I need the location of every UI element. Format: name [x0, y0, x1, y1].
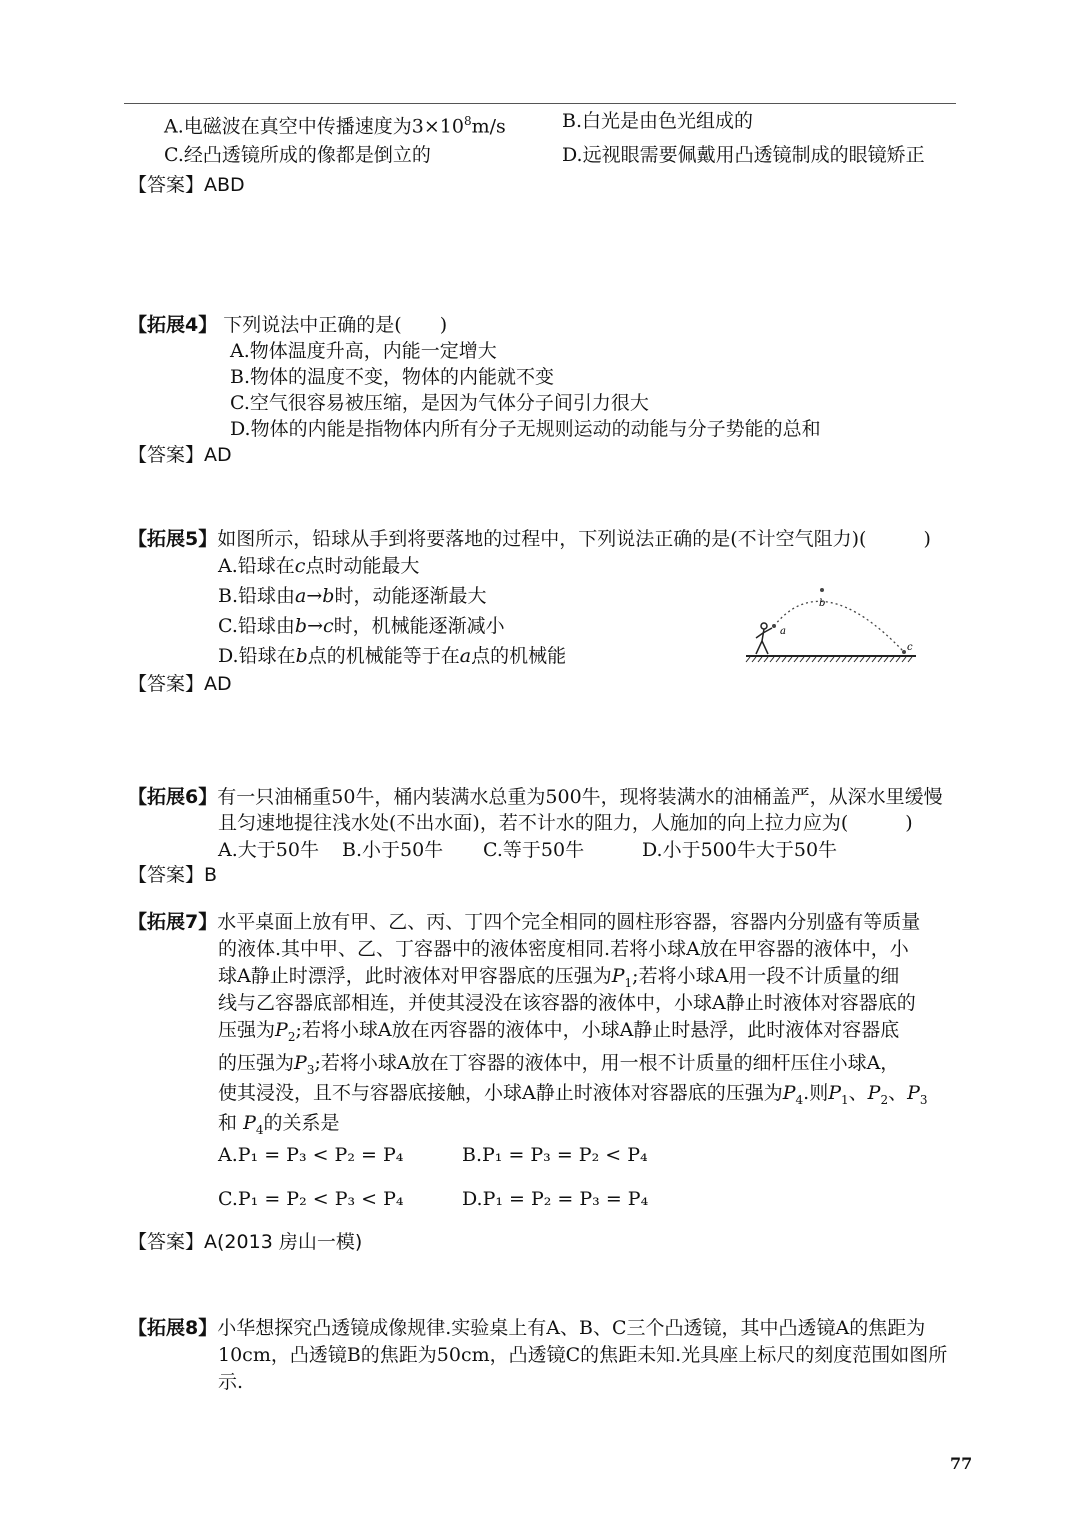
- q7-line-1: 【拓展7】水平桌面上放有甲、乙、丙、丁四个完全相同的圆柱形容器，容器内分别盛有等质量: [128, 911, 921, 933]
- page-number: 77: [950, 1454, 973, 1473]
- point-b: [820, 588, 824, 592]
- q7-line-3: 球A静止时漂浮，此时液体对甲容器底的压强为$P_1$;若将小球A用一段不计质量的细: [218, 965, 900, 990]
- q4-option-a: A.物体温度升高，内能一定增大: [230, 340, 497, 362]
- q5-option-d: D.铅球在b点的机械能等于在a点的机械能: [218, 645, 567, 667]
- q7-line-6: 的压强为$P_3$;若将小球A放在丁容器的液体中，用一根不计质量的细杆压住小球A，: [218, 1052, 900, 1077]
- q6-option-b: B.小于50牛: [342, 839, 444, 861]
- label-c: c: [907, 642, 913, 653]
- shot-put-trajectory-figure: [744, 584, 919, 664]
- q7-option-c: C.P₁ = P₂ < P₃ < P₄: [218, 1188, 404, 1210]
- q7-line-2: 的液体.其中甲、乙、丁容器中的液体密度相同.若将小球A放在甲容器的液体中，小: [218, 938, 909, 960]
- point-c: [902, 650, 906, 654]
- q6-line-1: 【拓展6】有一只油桶重50牛，桶内装满水总重为500牛，现将装满水的油桶盖严，从深水里缓慢: [128, 786, 943, 808]
- trajectory-curve: [774, 601, 904, 652]
- q6-option-d: D.小于500牛大于50牛: [642, 839, 838, 861]
- point-a: [772, 624, 776, 628]
- q4-option-c: C.空气很容易被压缩，是因为气体分子间引力很大: [230, 392, 649, 414]
- q3-option-b: B.白光是由色光组成的: [562, 110, 754, 132]
- q5-answer: 【答案】AD: [128, 673, 232, 695]
- q7-option-b: B.P₁ = P₃ = P₂ < P₄: [462, 1144, 648, 1166]
- q8-line-1: 【拓展8】小华想探究凸透镜成像规律.实验桌上有A、B、C三个凸透镜，其中凸透镜A的焦距为: [128, 1317, 926, 1339]
- q3-answer: 【答案】ABD: [128, 174, 245, 196]
- q5-option-a: A.铅球在c点时动能最大: [218, 555, 420, 577]
- q7-line-4: 线与乙容器底部相连，并使其浸没在该容器的液体中，小球A静止时液体对容器底的: [218, 992, 916, 1014]
- q7-option-d: D.P₁ = P₂ = P₃ = P₄: [462, 1188, 649, 1210]
- q3-option-a: A.电磁波在真空中传播速度为$3\times 10^8m/s$: [164, 114, 506, 138]
- header-rule: [124, 103, 956, 104]
- q8-line-3: 示.: [218, 1371, 244, 1393]
- ground-hatch: [746, 657, 912, 662]
- q5-stem: 【拓展5】如图所示，铅球从手到将要落地的过程中，下列说法正确的是(不计空气阻力)( ): [128, 528, 931, 550]
- q7-option-a: A.P₁ = P₃ < P₂ = P₄: [218, 1144, 404, 1166]
- q5-option-c: C.铅球由b→c时，机械能逐渐减小: [218, 615, 505, 637]
- q8-line-2: 10cm，凸透镜B的焦距为50cm，凸透镜C的焦距未知.光具座上标尺的刻度范围如图所: [218, 1344, 948, 1366]
- q4-answer: 【答案】AD: [128, 444, 232, 466]
- q7-line-5: 压强为$P_2$;若将小球A放在丙容器的液体中，小球A静止时悬浮，此时液体对容器底: [218, 1019, 900, 1044]
- q6-line-2: 且匀速地提往浅水处(不出水面)，若不计水的阻力，人施加的向上拉力应为( ): [218, 812, 913, 834]
- q3-option-d: D.远视眼需要佩戴用凸透镜制成的眼镜矫正: [562, 144, 925, 166]
- q5-option-b: B.铅球由a→b时，动能逐渐最大: [218, 585, 487, 607]
- q6-answer: 【答案】B: [128, 864, 218, 886]
- q7-answer: 【答案】A(2013 房山一模): [128, 1231, 363, 1253]
- q4-option-b: B.物体的温度不变，物体的内能就不变: [230, 366, 555, 388]
- q4-stem: 【拓展4】 下列说法中正确的是( ): [128, 314, 448, 336]
- q3-option-c: C.经凸透镜所成的像都是倒立的: [164, 144, 431, 166]
- label-a: a: [780, 626, 786, 637]
- thrower-figure: [756, 623, 772, 654]
- q7-line-8: 和 $P_4$的关系是: [218, 1112, 340, 1137]
- q6-option-a: A.大于50牛: [218, 839, 319, 861]
- q6-option-c: C.等于50牛: [483, 839, 585, 861]
- q7-line-7: 使其浸没，且不与容器底接触，小球A静止时液体对容器底的压强为$P_4$.则$P_1$、$P_2$、$P_3$: [218, 1082, 928, 1107]
- q4-option-d: D.物体的内能是指物体内所有分子无规则运动的动能与分子势能的总和: [230, 418, 821, 440]
- label-b: b: [819, 598, 826, 609]
